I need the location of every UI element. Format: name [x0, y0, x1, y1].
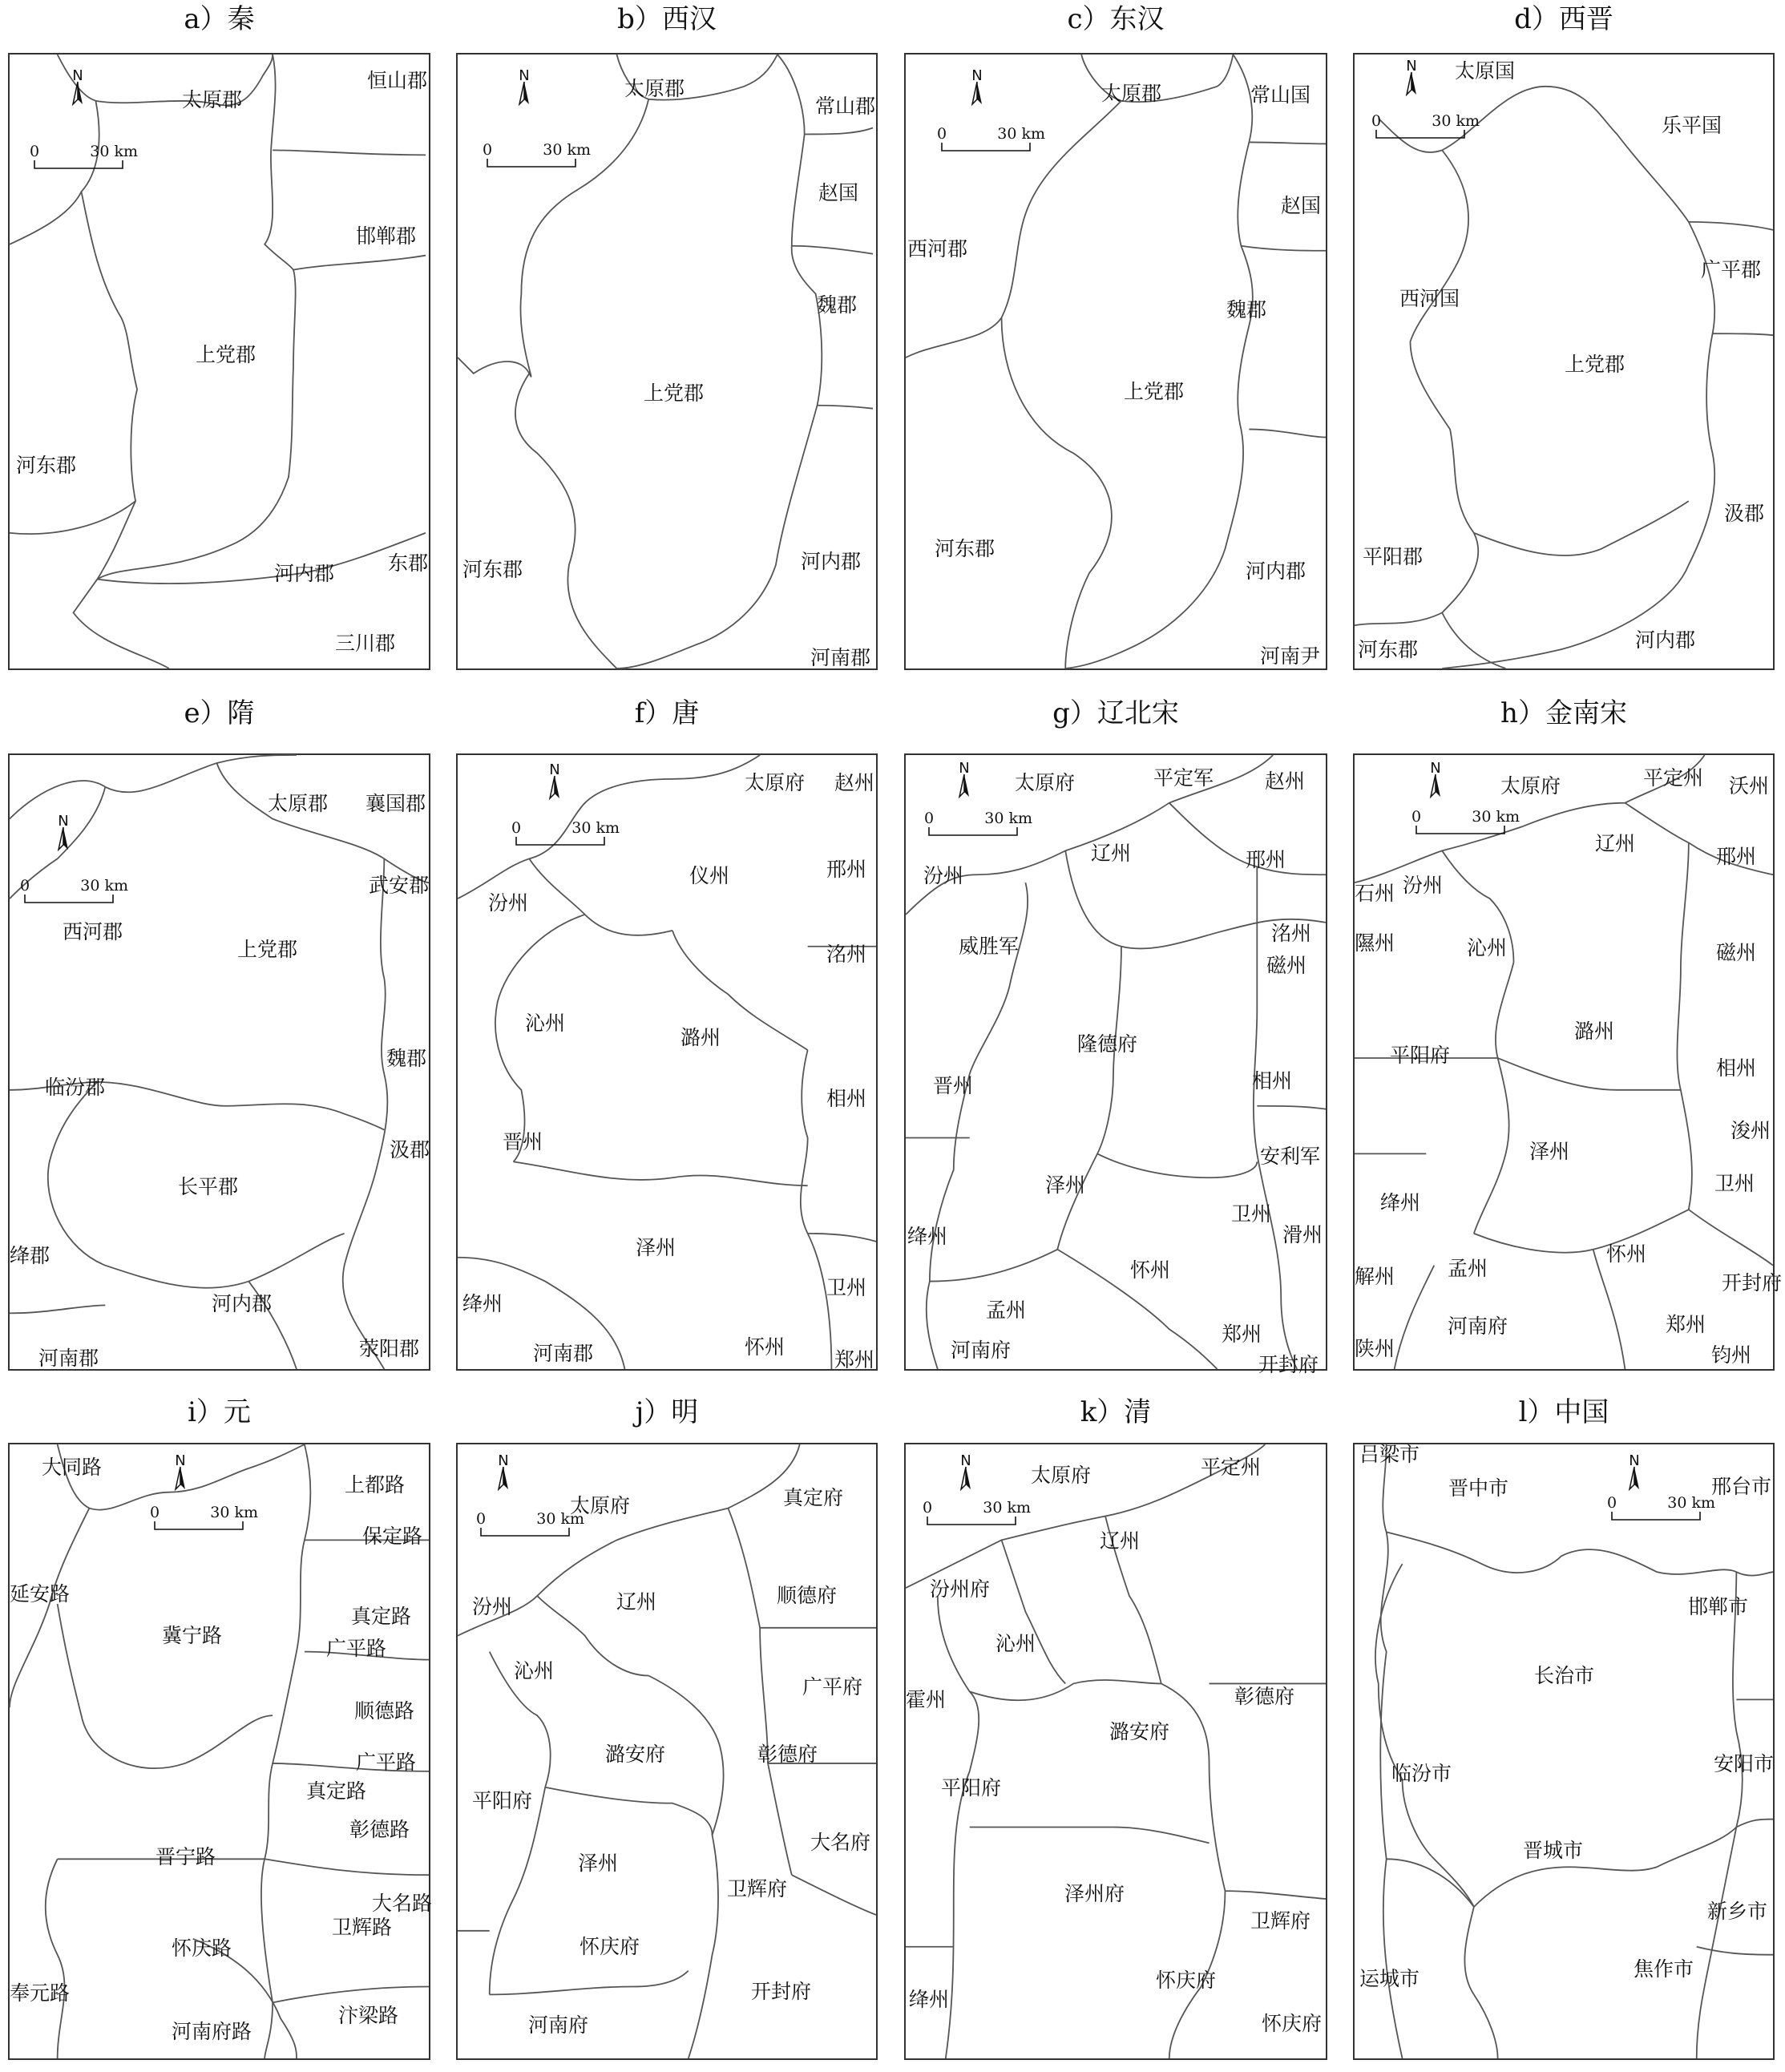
region-label: 孟州	[986, 1299, 1027, 1322]
scale-bar: 0 30 km	[1375, 112, 1472, 144]
region-label: 卫辉府	[727, 1877, 788, 1900]
north-arrow-icon: N	[167, 1454, 194, 1491]
scale-bar: 0 30 km	[515, 819, 612, 851]
boundary-line	[273, 150, 426, 155]
region-label: 钧州	[1711, 1343, 1752, 1367]
region-label: 开封府	[1258, 1353, 1319, 1376]
boundary-line	[648, 1675, 723, 2058]
region-label: 泽州	[636, 1236, 676, 1259]
region-label: 真定路	[306, 1779, 367, 1803]
region-label: 洺州	[1271, 922, 1312, 945]
region-label: 赵州	[834, 771, 875, 794]
region-label: 孟州	[1448, 1257, 1488, 1280]
region-label: 怀庆府	[1156, 1969, 1217, 1992]
region-label: 安阳市	[1714, 1752, 1775, 1775]
boundary-line	[1474, 963, 1514, 1234]
boundary-line	[261, 1444, 310, 2058]
boundary-line	[1057, 947, 1121, 1250]
region-label: 绛州	[1380, 1191, 1421, 1214]
region-label: 河内郡	[274, 562, 335, 585]
boundary-line	[728, 1509, 791, 1876]
region-label: 上都路	[345, 1473, 406, 1496]
region-label: 魏郡	[1226, 298, 1267, 321]
region-label: 西河郡	[63, 920, 123, 943]
region-label: 顺德路	[354, 1699, 415, 1723]
region-label: 河南郡	[533, 1342, 594, 1365]
region-label: 乐平国	[1662, 114, 1722, 137]
region-label: 河南府	[528, 2013, 589, 2037]
region-label: 河东郡	[16, 454, 77, 477]
north-arrow-icon: N	[64, 69, 91, 106]
region-label: 晋州	[503, 1130, 543, 1153]
scale-bar: 0 30 km	[480, 1510, 576, 1542]
region-label: 河东郡	[462, 558, 523, 581]
boundary-line	[1257, 1106, 1326, 1109]
map-panel	[456, 53, 878, 670]
region-label: 大同路	[42, 1456, 103, 1479]
region-label: 河南郡	[38, 1347, 99, 1370]
boundary-line	[10, 501, 135, 534]
region-label: 邢州	[1246, 848, 1286, 871]
region-label: 临汾市	[1391, 1762, 1452, 1785]
region-label: 辽州	[1091, 842, 1132, 865]
panel-title: h）金南宋	[1500, 697, 1627, 729]
map-panel	[1353, 1443, 1775, 2060]
panel-title: j）明	[635, 1396, 699, 1428]
region-label: 泽州	[1045, 1173, 1086, 1197]
region-label: 开封府	[1722, 1271, 1783, 1294]
boundary-line	[217, 763, 429, 883]
boundary-line	[1379, 87, 1689, 222]
region-label: 河内郡	[1246, 559, 1306, 583]
region-label: 真定路	[351, 1605, 412, 1628]
boundary-line	[529, 858, 672, 935]
region-label: 怀州	[745, 1335, 785, 1359]
region-label: 绛州	[909, 1988, 950, 2011]
boundary-line	[343, 858, 388, 1369]
region-label: 沁州	[525, 1012, 566, 1035]
boundary-line	[46, 1859, 65, 2058]
region-label: 河内郡	[212, 1292, 273, 1315]
north-arrow-icon: N	[1621, 1454, 1648, 1491]
region-label: 赵州	[1265, 769, 1306, 793]
map-panel	[456, 1443, 878, 2060]
region-label: 河南郡	[810, 646, 871, 669]
region-label: 广平路	[356, 1751, 417, 1774]
region-label: 怀庆路	[172, 1937, 232, 1960]
region-label: 太原郡	[1101, 82, 1162, 105]
north-arrow-icon: N	[952, 1454, 979, 1491]
map-panel	[8, 1443, 433, 2060]
region-label: 太原府	[1015, 771, 1076, 794]
region-label: 绛州	[462, 1292, 503, 1315]
region-label: 汾州府	[930, 1577, 991, 1601]
region-label: 辽州	[1100, 1529, 1141, 1553]
region-label: 上党郡	[1124, 380, 1185, 403]
boundary-line	[792, 246, 873, 254]
region-label: 荥阳郡	[359, 1337, 420, 1360]
region-label: 开封府	[751, 1980, 812, 2003]
region-label: 三川郡	[335, 632, 396, 655]
map-panel	[904, 1443, 1327, 2060]
region-label: 平定军	[1153, 766, 1214, 790]
scale-bar: 0 30 km	[34, 143, 130, 175]
region-label: 卫辉路	[332, 1916, 393, 1939]
boundary-line	[513, 1161, 807, 1185]
region-label: 河南府路	[172, 2020, 252, 2043]
region-label: 太原国	[1455, 59, 1516, 83]
boundary-line	[545, 1787, 712, 1836]
region-label: 上党郡	[237, 938, 298, 961]
region-label: 绛州	[907, 1225, 948, 1248]
region-label: 卫州	[826, 1276, 867, 1299]
region-label: 晋宁路	[155, 1845, 216, 1868]
boundary-line	[97, 55, 295, 580]
region-label: 平阳府	[472, 1789, 533, 1812]
map-panel	[8, 53, 430, 670]
region-label: 潞安府	[605, 1743, 666, 1766]
region-label: 汲郡	[1724, 502, 1765, 525]
boundary-line	[1689, 222, 1773, 230]
boundary-line	[495, 915, 585, 1161]
region-label: 平定州	[1643, 766, 1704, 790]
map-panel	[8, 753, 430, 1371]
boundary-line	[490, 1652, 551, 1995]
region-label: 相州	[826, 1087, 867, 1110]
region-label: 郑州	[834, 1348, 875, 1371]
boundary-line	[293, 256, 426, 270]
panel-title: e）隋	[184, 697, 255, 729]
region-label: 冀宁路	[162, 1624, 223, 1647]
boundary-line	[792, 1875, 876, 1915]
boundary-line	[490, 1971, 689, 1995]
boundary-line	[1387, 1532, 1773, 1575]
north-arrow-icon: N	[963, 69, 991, 106]
region-label: 相州	[1252, 1069, 1293, 1093]
panel-title: k）清	[1080, 1396, 1152, 1428]
region-label: 沁州	[514, 1659, 555, 1682]
region-label: 太原府	[570, 1494, 631, 1517]
boundary-line	[927, 1074, 970, 1369]
boundary-line	[1442, 222, 1714, 668]
region-label: 河内郡	[1635, 628, 1696, 652]
region-label: 辽州	[1595, 832, 1636, 855]
region-label: 浚州	[1730, 1119, 1771, 1142]
region-label: 广平郡	[1701, 258, 1762, 281]
region-label: 广平府	[802, 1675, 863, 1698]
boundary-line	[10, 1509, 89, 1708]
region-label: 西河国	[1399, 287, 1460, 310]
region-label: 磁州	[1716, 941, 1757, 964]
region-label: 吕梁市	[1359, 1443, 1420, 1466]
boundary-line	[1097, 1153, 1257, 1177]
region-label: 大名路	[372, 1892, 433, 1915]
north-arrow-icon: N	[951, 761, 978, 798]
region-label: 解州	[1355, 1265, 1395, 1288]
region-label: 魏郡	[386, 1047, 427, 1070]
region-label: 太原府	[1500, 774, 1561, 798]
region-label: 陕州	[1355, 1337, 1395, 1360]
north-arrow-icon: N	[511, 69, 538, 106]
boundary-line	[273, 1986, 429, 2002]
map-panel	[1353, 53, 1775, 670]
region-label: 洺州	[826, 943, 867, 966]
region-label: 大名府	[810, 1831, 871, 1854]
boundary-line	[818, 406, 873, 409]
region-label: 汲郡	[390, 1138, 430, 1161]
region-label: 新乡市	[1707, 1900, 1768, 1923]
scale-bar: 0 30 km	[927, 1499, 1023, 1531]
region-label: 隆德府	[1077, 1032, 1138, 1056]
scale-bar: 0 30 km	[941, 125, 1037, 157]
boundary-line	[970, 1828, 1210, 1844]
region-label: 泽州	[1529, 1140, 1570, 1163]
region-label: 绛郡	[10, 1244, 50, 1267]
boundary-line	[1161, 1683, 1226, 2058]
boundary-line	[1065, 55, 1253, 668]
north-arrow-icon: N	[541, 763, 568, 800]
panel-title: c）东汉	[1067, 3, 1165, 35]
boundary-line	[808, 1234, 876, 1242]
region-label: 沁州	[1467, 936, 1508, 959]
boundary-line	[265, 1859, 429, 1875]
region-label: 晋州	[933, 1074, 974, 1097]
region-label: 河南尹	[1260, 644, 1321, 668]
region-label: 怀庆府	[580, 1935, 640, 1958]
region-label: 襄国郡	[365, 792, 426, 815]
boundary-line	[1002, 1540, 1066, 1683]
region-label: 威胜军	[959, 935, 1020, 958]
region-label: 石州	[1355, 882, 1395, 905]
region-label: 汾州	[472, 1595, 513, 1618]
region-label: 隰州	[1355, 931, 1395, 955]
boundary-line	[1474, 501, 1689, 555]
boundary-line	[1241, 246, 1326, 251]
region-label: 赵国	[818, 181, 859, 204]
panel-title: f）唐	[634, 697, 700, 729]
region-label: 真定府	[783, 1486, 844, 1509]
region-label: 卫州	[1714, 1172, 1755, 1195]
region-label: 常山国	[1250, 83, 1311, 107]
region-label: 汾州	[1403, 874, 1444, 897]
boundary-line	[10, 1305, 105, 1313]
region-label: 安利军	[1260, 1145, 1321, 1168]
scale-bar: 0 30 km	[24, 877, 120, 909]
region-label: 沃州	[1729, 774, 1770, 798]
region-label: 赵国	[1281, 194, 1322, 217]
region-label: 仪州	[689, 864, 730, 887]
scale-bar: 0 30 km	[487, 141, 583, 173]
region-label: 卫辉府	[1250, 1909, 1311, 1933]
boundary-line	[515, 374, 617, 668]
region-label: 武安郡	[369, 874, 430, 897]
boundary-line	[1002, 317, 1112, 668]
region-label: 平阳郡	[1363, 545, 1424, 568]
region-label: 汴梁路	[338, 2004, 399, 2027]
region-label: 辽州	[616, 1590, 657, 1614]
region-label: 魏郡	[817, 293, 858, 317]
region-label: 上党郡	[1565, 353, 1625, 376]
region-label: 潞州	[1574, 1020, 1615, 1043]
region-label: 奉元路	[10, 1981, 71, 2005]
region-label: 沁州	[995, 1632, 1036, 1655]
boundary-line	[1249, 430, 1326, 438]
region-label: 彰德府	[757, 1743, 818, 1766]
north-arrow-icon: N	[1422, 761, 1449, 798]
panel-title: d）西晋	[1514, 3, 1613, 35]
region-label: 滑州	[1282, 1223, 1323, 1246]
region-label: 上党郡	[644, 382, 705, 405]
boundary-line	[1395, 1266, 1435, 1369]
region-label: 邢州	[826, 858, 867, 881]
region-label: 晋中市	[1448, 1476, 1509, 1500]
region-label: 平定州	[1201, 1456, 1262, 1479]
panel-title: b）西汉	[617, 3, 717, 35]
region-label: 卫州	[1231, 1202, 1272, 1226]
region-label: 延安路	[10, 1582, 71, 1605]
region-label: 西河郡	[907, 237, 968, 261]
region-label: 泽州府	[1064, 1882, 1125, 1905]
north-arrow-icon: N	[1398, 59, 1425, 96]
region-label: 太原郡	[624, 77, 685, 100]
boundary-lines	[1355, 55, 1773, 668]
region-label: 顺德府	[777, 1584, 838, 1607]
region-label: 汾州	[923, 864, 964, 887]
panel-title: g）辽北宋	[1052, 697, 1179, 729]
panel-title: i）元	[188, 1396, 251, 1428]
boundary-line	[616, 55, 822, 668]
region-label: 邢州	[1716, 845, 1757, 868]
boundary-line	[1498, 1058, 1681, 1090]
region-label: 上党郡	[196, 343, 256, 366]
region-label: 潞安府	[1109, 1720, 1170, 1743]
boundary-line	[1689, 1210, 1773, 1266]
region-label: 邢台市	[1711, 1475, 1772, 1498]
region-label: 太原郡	[182, 88, 243, 111]
region-label: 临汾郡	[45, 1076, 106, 1099]
region-label: 平阳府	[1390, 1044, 1451, 1067]
region-label: 郑州	[1666, 1313, 1706, 1336]
region-label: 河东郡	[935, 537, 995, 560]
region-label: 东郡	[388, 551, 429, 575]
boundary-line	[1442, 612, 1505, 668]
boundary-line	[74, 192, 169, 668]
region-label: 太原郡	[268, 792, 329, 815]
region-label: 邯郸郡	[356, 224, 417, 248]
region-label: 霍州	[906, 1688, 947, 1711]
map-panel	[456, 753, 878, 1371]
region-label: 泽州	[578, 1852, 619, 1875]
region-label: 汾州	[488, 891, 529, 915]
scale-bar: 0 30 km	[154, 1504, 250, 1536]
north-arrow-icon: N	[490, 1454, 517, 1491]
north-arrow-icon: N	[50, 814, 77, 851]
boundary-line	[1697, 1947, 1773, 1955]
region-label: 太原府	[745, 771, 806, 794]
boundary-line	[1225, 1891, 1326, 1899]
boundary-line	[1713, 333, 1773, 335]
region-label: 河南府	[1448, 1315, 1508, 1338]
region-label: 常山郡	[815, 95, 876, 118]
region-label: 保定路	[362, 1525, 423, 1548]
region-label: 平阳府	[941, 1776, 1002, 1799]
scale-bar: 0 30 km	[1415, 808, 1512, 840]
region-label: 太原府	[1031, 1464, 1092, 1487]
region-label: 恒山郡	[367, 69, 428, 92]
boundary-line	[805, 128, 873, 135]
region-label: 长平郡	[178, 1175, 239, 1198]
region-label: 晋城市	[1523, 1839, 1584, 1862]
panel-title: a）秦	[184, 3, 255, 35]
boundary-line	[97, 533, 429, 584]
region-label: 河东郡	[1358, 638, 1419, 661]
region-label: 邯郸市	[1688, 1595, 1749, 1618]
region-label: 焦作市	[1634, 1957, 1694, 1981]
boundary-line	[10, 755, 297, 819]
scale-bar: 0 30 km	[1611, 1494, 1707, 1526]
boundary-line	[1387, 1859, 1498, 2058]
region-label: 怀庆府	[1262, 2012, 1323, 2035]
boundary-line	[1375, 1564, 1474, 1907]
region-label: 运城市	[1359, 1967, 1420, 1990]
scale-bar: 0 30 km	[928, 810, 1024, 842]
panel-title: l）中国	[1518, 1396, 1609, 1428]
region-label: 怀州	[1130, 1258, 1171, 1282]
boundary-line	[970, 883, 1028, 1074]
region-label: 彰德府	[1234, 1685, 1295, 1708]
boundary-line	[1593, 1250, 1625, 1369]
region-label: 怀州	[1606, 1242, 1647, 1266]
map-panel	[1353, 753, 1783, 1371]
region-label: 河南府	[951, 1339, 1012, 1362]
map-panel	[904, 53, 1327, 670]
region-label: 相州	[1716, 1056, 1757, 1080]
boundary-line	[1249, 142, 1326, 143]
region-label: 磁州	[1266, 954, 1307, 977]
boundary-line	[1474, 1820, 1773, 1907]
boundary-line	[1697, 1828, 1737, 2058]
boundary-line	[1474, 1210, 1689, 1253]
region-label: 长治市	[1534, 1664, 1595, 1687]
map-panel	[904, 753, 1327, 1376]
region-label: 潞州	[680, 1026, 721, 1049]
region-label: 彰德路	[349, 1818, 410, 1841]
boundary-line	[1677, 842, 1691, 1210]
region-label: 广平路	[326, 1637, 387, 1660]
region-label: 河内郡	[801, 550, 862, 573]
region-label: 郑州	[1222, 1323, 1262, 1346]
